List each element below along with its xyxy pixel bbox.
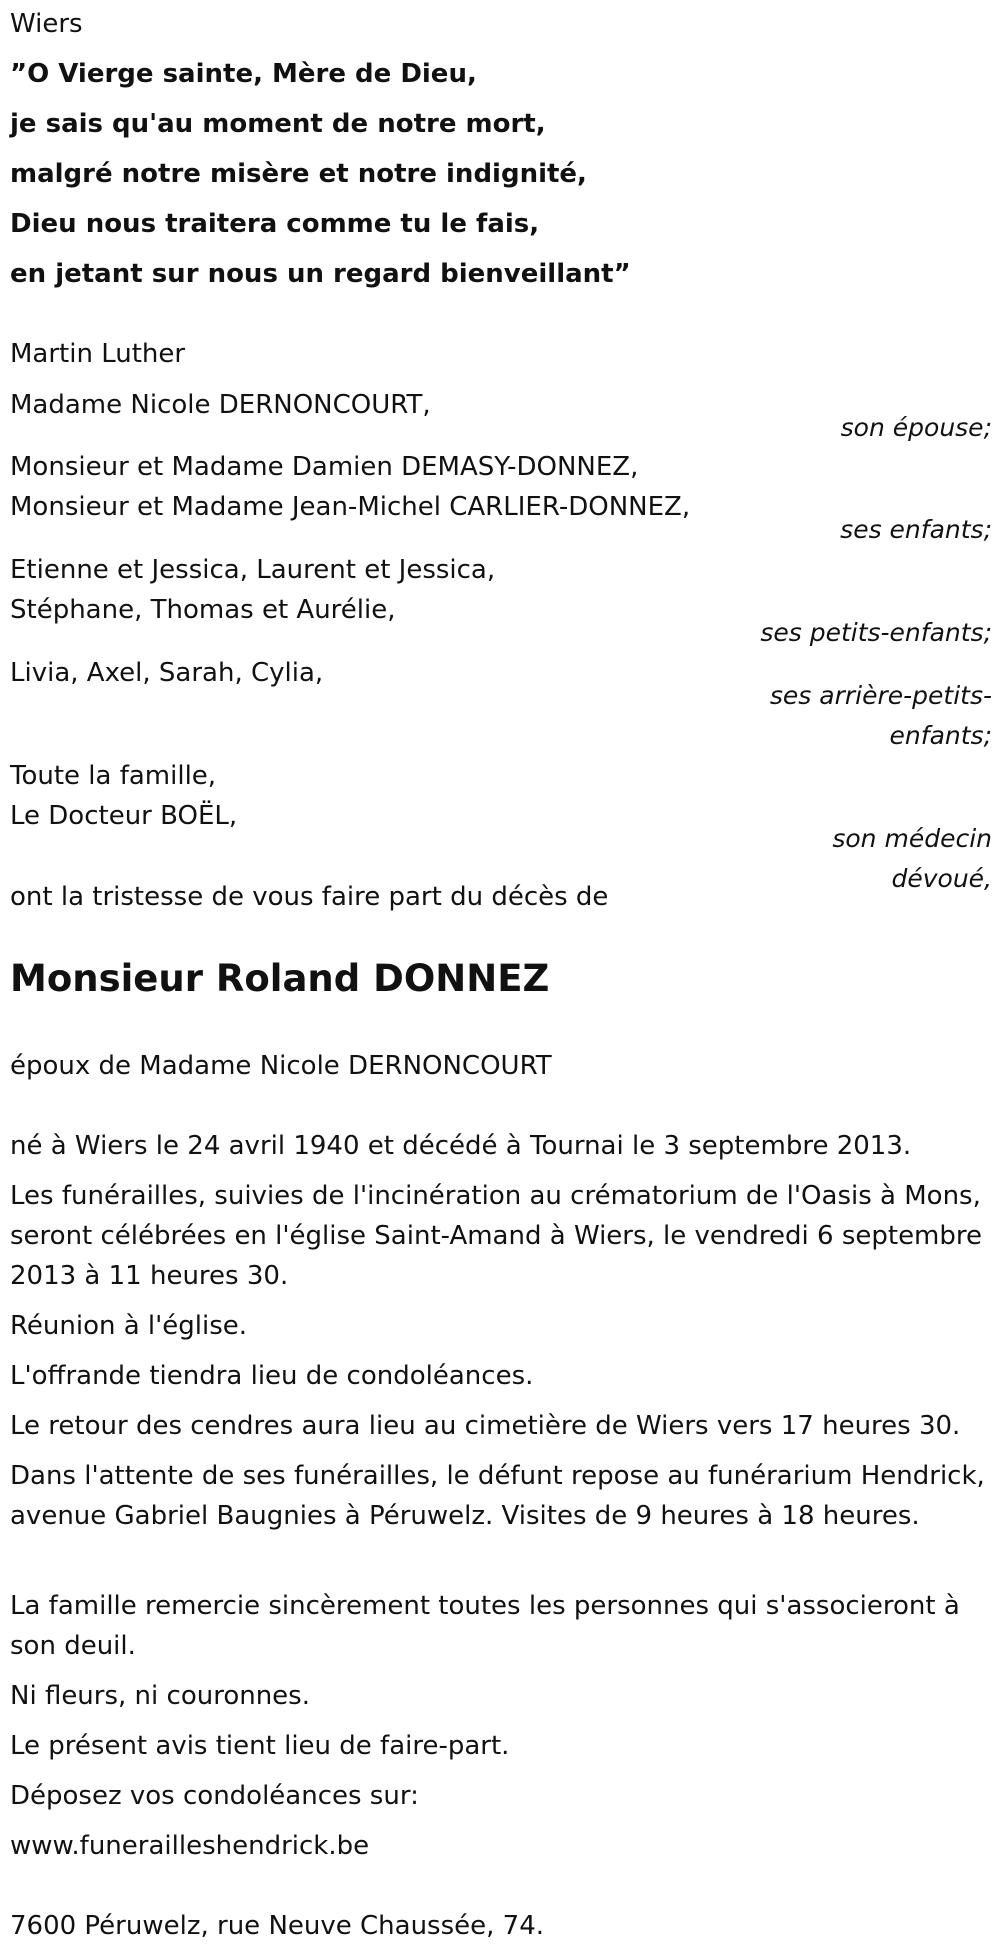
website-link[interactable]: www.funerailleshendrick.be [10, 1831, 370, 1861]
detail-funerarium: Dans l'attente de ses funérailles, le défunt repose au funérarium Hendrick, avenue Gabriel Baugnies à Péruwelz. Visites de 9 heures à 18 heures. [10, 1461, 985, 1531]
family-wife: Madame Nicole DERNONCOURT, [10, 390, 431, 420]
funeral-home-address: 7600 Péruwelz, rue Neuve Chaussée, 74. [10, 1911, 545, 1941]
detail-reunion: Réunion à l'église. [10, 1311, 248, 1341]
family-great-grandchildren: Livia, Axel, Sarah, Cylia, [10, 658, 324, 688]
deceased-birth-death: né à Wiers le 24 avril 1940 et décédé à Tournai le 3 septembre 2013. [10, 1131, 912, 1161]
family-others-1: Toute la famille, [10, 761, 217, 791]
role-children: ses enfants; [840, 515, 992, 544]
role-great-grandchildren-1: ses arrière-petits- [769, 681, 992, 710]
quote-line-4: Dieu nous traitera comme tu le fais, [10, 209, 540, 239]
detail-condolences: Déposez vos condoléances sur: [10, 1781, 419, 1811]
role-great-grandchildren-2: enfants; [889, 721, 992, 750]
quote-line-2: je sais qu'au moment de notre mort, [10, 109, 546, 139]
family-others-2: Le Docteur BOËL, [10, 801, 238, 831]
announcement: ont la tristesse de vous faire part du décès de [10, 882, 609, 912]
role-doctor-1: son médecin [832, 824, 992, 853]
detail-offering: L'offrande tiendra lieu de condoléances. [10, 1361, 534, 1391]
detail-no-flowers: Ni fleurs, ni couronnes. [10, 1681, 310, 1711]
deceased-name: Monsieur Roland DONNEZ [10, 957, 550, 1000]
family-grandchildren-1: Etienne et Jessica, Laurent et Jessica, [10, 555, 496, 585]
role-grandchildren: ses petits-enfants; [760, 618, 992, 647]
detail-notice: Le présent avis tient lieu de faire-part. [10, 1731, 510, 1761]
quote-line-3: malgré notre misère et notre indignité, [10, 159, 587, 189]
quote-line-5: en jetant sur nous un regard bienveillant” [10, 259, 631, 289]
quote-author: Martin Luther [10, 339, 186, 369]
role-doctor-2: dévoué, [891, 864, 992, 893]
detail-thanks: La famille remercie sincèrement toutes les personnes qui s'associeront à son deuil. [10, 1591, 960, 1661]
quote-line-1: ”O Vierge sainte, Mère de Dieu, [10, 59, 477, 89]
deceased-spouse: époux de Madame Nicole DERNONCOURT [10, 1051, 552, 1081]
detail-ashes: Le retour des cendres aura lieu au cimetière de Wiers vers 17 heures 30. [10, 1411, 961, 1441]
detail-funeral: Les funérailles, suivies de l'incinération au crématorium de l'Oasis à Mons, seront célébrées en l'église Saint-Amand à Wiers, le vendredi 6 septembre 2013 à 11 heures 30. [10, 1181, 983, 1291]
family-child-2: Monsieur et Madame Jean-Michel CARLIER-DONNEZ, [10, 492, 691, 522]
family-grandchildren-2: Stéphane, Thomas et Aurélie, [10, 595, 396, 625]
location: Wiers [10, 9, 83, 39]
role-wife: son épouse; [840, 413, 992, 442]
family-child-1: Monsieur et Madame Damien DEMASY-DONNEZ, [10, 452, 639, 482]
